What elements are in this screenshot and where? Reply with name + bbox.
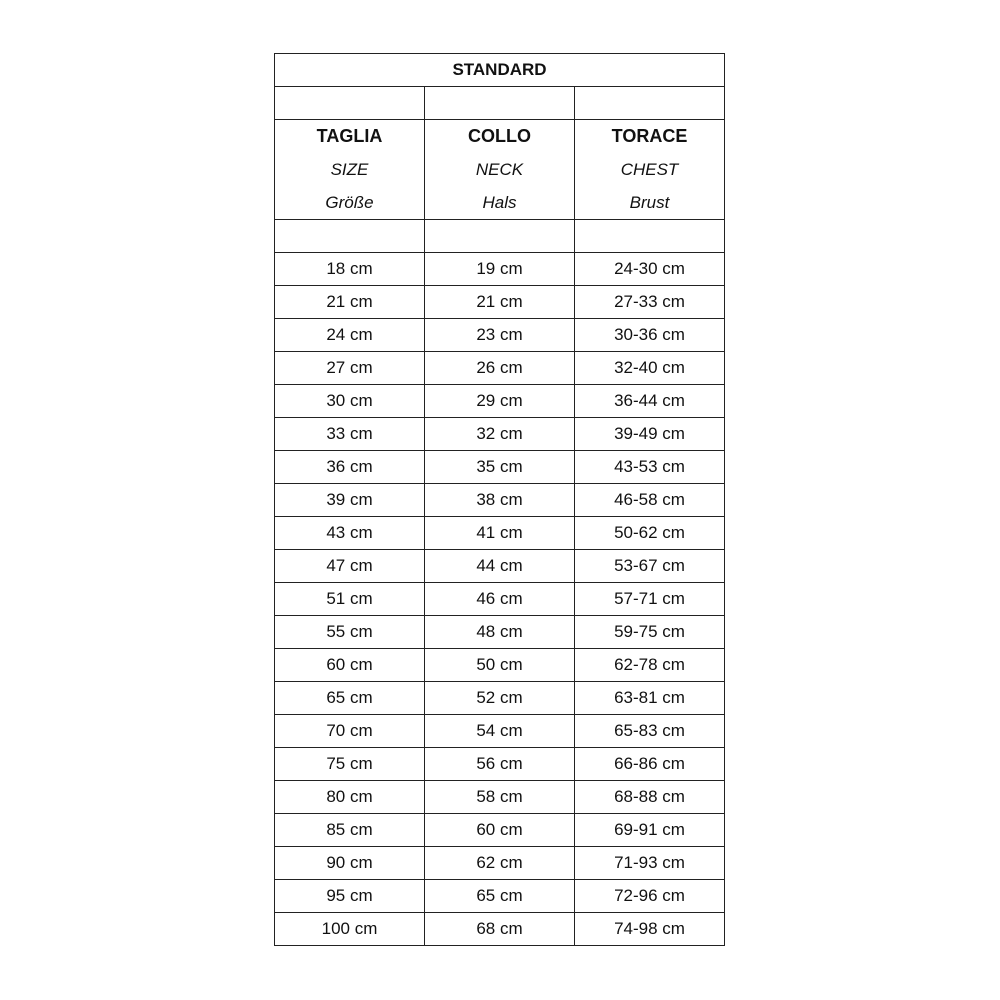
header-chest	[575, 120, 725, 220]
neck-cell: 50 cm	[425, 649, 575, 682]
chest-cell: 39-49 cm	[575, 418, 725, 451]
chest-cell: 27-33 cm	[575, 286, 725, 319]
size-cell: 100 cm	[275, 913, 425, 946]
table-row	[275, 715, 725, 748]
neck-cell: 68 cm	[425, 913, 575, 946]
size-cell: 60 cm	[275, 649, 425, 682]
chest-cell: 72-96 cm	[575, 880, 725, 913]
table-row	[275, 550, 725, 583]
neck-cell: 52 cm	[425, 682, 575, 715]
neck-cell: 54 cm	[425, 715, 575, 748]
neck-cell: 44 cm	[425, 550, 575, 583]
size-cell: 70 cm	[275, 715, 425, 748]
header-size-it: TAGLIA	[316, 126, 383, 146]
table-row	[275, 253, 725, 286]
table-row	[275, 352, 725, 385]
chest-cell: 46-58 cm	[575, 484, 725, 517]
chest-cell: 68-88 cm	[575, 781, 725, 814]
header-neck	[425, 120, 575, 220]
neck-cell: 35 cm	[425, 451, 575, 484]
table-row	[275, 418, 725, 451]
header-neck-en: NECK	[475, 160, 524, 179]
chest-cell: 53-67 cm	[575, 550, 725, 583]
chest-cell: 57-71 cm	[575, 583, 725, 616]
table-row	[275, 286, 725, 319]
neck-cell: 38 cm	[425, 484, 575, 517]
neck-cell: 32 cm	[425, 418, 575, 451]
header-size	[275, 120, 425, 220]
table-row	[275, 748, 725, 781]
empty-row	[275, 87, 725, 120]
neck-cell: 48 cm	[425, 616, 575, 649]
chest-cell: 65-83 cm	[575, 715, 725, 748]
table-row	[275, 880, 725, 913]
chest-cell: 71-93 cm	[575, 847, 725, 880]
empty-row	[275, 220, 725, 253]
size-cell: 18 cm	[275, 253, 425, 286]
title-row	[275, 54, 725, 87]
size-cell: 30 cm	[275, 385, 425, 418]
header-size-en: SIZE	[330, 160, 369, 179]
size-cell: 27 cm	[275, 352, 425, 385]
neck-cell: 46 cm	[425, 583, 575, 616]
chest-cell: 24-30 cm	[575, 253, 725, 286]
size-cell: 75 cm	[275, 748, 425, 781]
chest-cell: 59-75 cm	[575, 616, 725, 649]
table-row	[275, 649, 725, 682]
neck-cell: 19 cm	[425, 253, 575, 286]
header-size-de: Größe	[325, 193, 374, 212]
header-row	[275, 120, 725, 220]
neck-cell: 41 cm	[425, 517, 575, 550]
table-row	[275, 781, 725, 814]
neck-cell: 21 cm	[425, 286, 575, 319]
chest-cell: 74-98 cm	[575, 913, 725, 946]
size-cell: 85 cm	[275, 814, 425, 847]
header-neck-it: COLLO	[468, 126, 531, 146]
table-row	[275, 814, 725, 847]
header-neck-de: Hals	[482, 193, 517, 212]
size-cell: 55 cm	[275, 616, 425, 649]
neck-cell: 56 cm	[425, 748, 575, 781]
size-cell: 47 cm	[275, 550, 425, 583]
neck-cell: 29 cm	[425, 385, 575, 418]
size-cell: 43 cm	[275, 517, 425, 550]
empty-cell	[425, 220, 575, 253]
size-cell: 33 cm	[275, 418, 425, 451]
empty-cell	[275, 220, 425, 253]
neck-cell: 58 cm	[425, 781, 575, 814]
empty-cell	[425, 87, 575, 120]
size-cell: 90 cm	[275, 847, 425, 880]
table-row	[275, 682, 725, 715]
size-cell: 36 cm	[275, 451, 425, 484]
header-chest-en: CHEST	[620, 160, 679, 179]
header-chest-de: Brust	[629, 193, 670, 212]
size-cell: 65 cm	[275, 682, 425, 715]
empty-cell	[575, 87, 725, 120]
chest-cell: 30-36 cm	[575, 319, 725, 352]
chest-cell: 50-62 cm	[575, 517, 725, 550]
table-row	[275, 616, 725, 649]
size-chart-table	[274, 53, 725, 946]
table-row	[275, 913, 725, 946]
neck-cell: 62 cm	[425, 847, 575, 880]
empty-cell	[575, 220, 725, 253]
chest-cell: 62-78 cm	[575, 649, 725, 682]
size-cell: 95 cm	[275, 880, 425, 913]
neck-cell: 60 cm	[425, 814, 575, 847]
table-title: STANDARD	[275, 54, 725, 87]
table-row	[275, 847, 725, 880]
table-row	[275, 319, 725, 352]
header-chest-it: TORACE	[611, 126, 688, 146]
size-cell: 80 cm	[275, 781, 425, 814]
table-row	[275, 451, 725, 484]
neck-cell: 26 cm	[425, 352, 575, 385]
table-row	[275, 517, 725, 550]
size-cell: 21 cm	[275, 286, 425, 319]
empty-cell	[275, 87, 425, 120]
neck-cell: 23 cm	[425, 319, 575, 352]
size-cell: 24 cm	[275, 319, 425, 352]
size-cell: 51 cm	[275, 583, 425, 616]
chest-cell: 69-91 cm	[575, 814, 725, 847]
chest-cell: 63-81 cm	[575, 682, 725, 715]
table-row	[275, 484, 725, 517]
chest-cell: 66-86 cm	[575, 748, 725, 781]
table-row	[275, 385, 725, 418]
chest-cell: 36-44 cm	[575, 385, 725, 418]
chest-cell: 43-53 cm	[575, 451, 725, 484]
size-cell: 39 cm	[275, 484, 425, 517]
neck-cell: 65 cm	[425, 880, 575, 913]
chest-cell: 32-40 cm	[575, 352, 725, 385]
table-row	[275, 583, 725, 616]
